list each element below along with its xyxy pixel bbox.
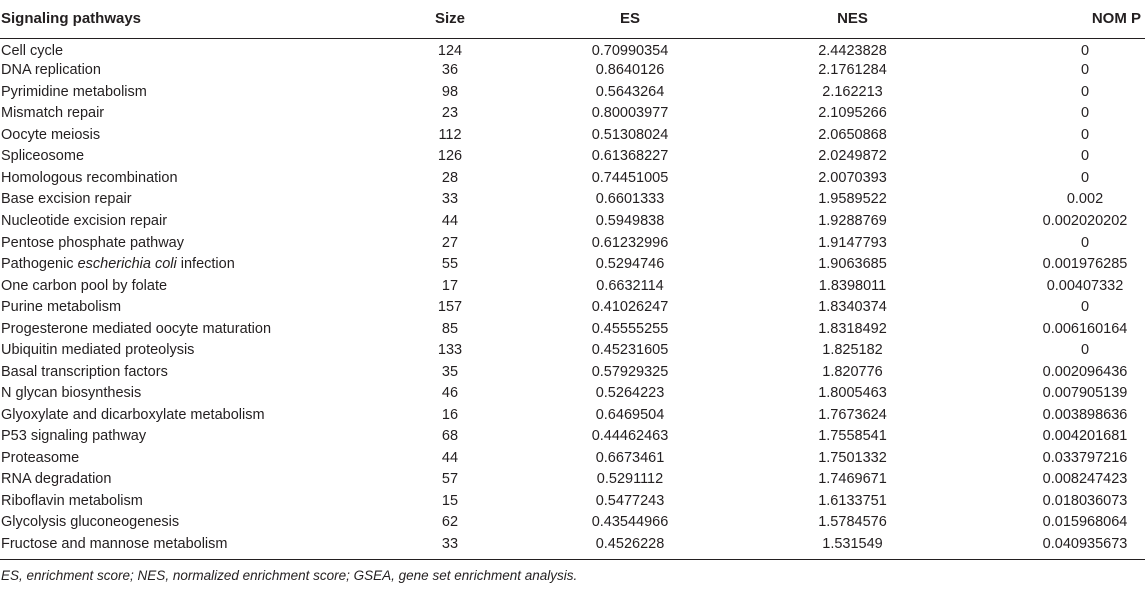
cell-size: 98 xyxy=(441,83,459,100)
cell-size: 126 xyxy=(437,148,463,165)
table-row xyxy=(0,469,1145,491)
cell-nom-p: 0.015968064 xyxy=(1042,514,1128,531)
cell-nes: 1.7673624 xyxy=(818,406,887,423)
cell-nes: 1.7558541 xyxy=(818,428,887,445)
cell-nom-p: 0 xyxy=(1080,299,1090,316)
cell-nes: 1.8318492 xyxy=(818,320,887,337)
cell-es: 0.43544966 xyxy=(591,514,669,531)
cell-size: 33 xyxy=(441,535,459,552)
cell-es: 0.5477243 xyxy=(595,492,665,509)
table-row xyxy=(0,38,1145,60)
cell-nes: 2.0650868 xyxy=(818,126,887,143)
cell-nes: 1.6133751 xyxy=(818,492,887,509)
cell-pathway: Spliceosome xyxy=(1,148,85,165)
cell-pathway-species: escherichia coli xyxy=(77,256,177,273)
table-row xyxy=(0,103,1145,125)
cell-size: 85 xyxy=(441,320,459,337)
cell-nes: 1.7501332 xyxy=(818,449,887,466)
cell-nes: 1.8340374 xyxy=(818,299,887,316)
cell-pathway: Pentose phosphate pathway xyxy=(1,234,184,251)
cell-nes: 2.4423828 xyxy=(818,42,887,59)
cell-size: 17 xyxy=(441,277,459,294)
cell-pathway: P53 signaling pathway xyxy=(1,428,147,445)
cell-nom-p: 0.008247423 xyxy=(1042,471,1128,488)
cell-pathway: Purine metabolism xyxy=(1,299,122,316)
cell-pathway: Nucleotide excision repair xyxy=(1,213,168,230)
cell-es: 0.74451005 xyxy=(591,169,669,186)
table-row xyxy=(0,60,1145,82)
cell-nom-p: 0.033797216 xyxy=(1042,449,1128,466)
table-row xyxy=(0,124,1145,146)
table-bottom-rule xyxy=(0,559,1145,560)
cell-pathway: Ubiquitin mediated proteolysis xyxy=(1,342,195,359)
cell-es: 0.4526228 xyxy=(595,535,665,552)
cell-nom-p: 0.001976285 xyxy=(1042,256,1128,273)
cell-nom-p: 0 xyxy=(1080,342,1090,359)
cell-nom-p: 0.006160164 xyxy=(1042,320,1128,337)
table-row xyxy=(0,318,1145,340)
cell-size: 112 xyxy=(438,126,462,143)
table-header-row xyxy=(0,0,1145,38)
table-row xyxy=(0,275,1145,297)
cell-nes: 1.9147793 xyxy=(818,234,887,251)
table-row xyxy=(0,167,1145,189)
cell-es: 0.45231605 xyxy=(591,342,669,359)
cell-pathway: Glyoxylate and dicarboxylate metabolism xyxy=(1,406,265,423)
table-row xyxy=(0,253,1145,275)
cell-nom-p: 0.007905139 xyxy=(1042,385,1128,402)
cell-size: 57 xyxy=(441,471,459,488)
cell-es: 0.51308024 xyxy=(591,126,669,143)
cell-nom-p: 0.00407332 xyxy=(1046,277,1124,294)
cell-nom-p: 0.018036073 xyxy=(1042,492,1128,509)
cell-size: 44 xyxy=(441,213,459,230)
table-row xyxy=(0,81,1145,103)
cell-pathway: Pyrimidine metabolism xyxy=(1,83,147,100)
cell-es: 0.6601333 xyxy=(595,191,665,208)
cell-nom-p: 0.040935673 xyxy=(1042,535,1128,552)
cell-nom-p: 0 xyxy=(1080,126,1090,143)
table-row xyxy=(0,361,1145,383)
cell-es: 0.5264223 xyxy=(595,385,665,402)
cell-pathway-prefix: Pathogenic xyxy=(1,256,78,273)
table-row xyxy=(0,404,1145,426)
header-size: Size xyxy=(370,0,530,38)
header-nes: NES xyxy=(730,0,975,38)
cell-size: 28 xyxy=(441,169,459,186)
cell-es: 0.61368227 xyxy=(591,148,669,165)
cell-es: 0.61232996 xyxy=(591,234,669,251)
header-signaling-pathways: Signaling pathways xyxy=(0,0,370,38)
cell-nes: 1.9589522 xyxy=(818,191,887,208)
cell-nes: 1.820776 xyxy=(822,363,883,380)
cell-pathway xyxy=(0,253,370,275)
cell-pathway: Mismatch repair xyxy=(1,105,105,122)
cell-nes: 1.8005463 xyxy=(818,385,887,402)
cell-nom-p: 0 xyxy=(1080,62,1090,79)
cell-size: 36 xyxy=(441,62,459,79)
cell-size: 27 xyxy=(441,234,459,251)
cell-nom-p: 0 xyxy=(1080,234,1090,251)
cell-nom-p: 0 xyxy=(1080,83,1090,100)
cell-pathway: Cell cycle xyxy=(1,42,64,59)
cell-es: 0.5949838 xyxy=(595,213,665,230)
cell-size: 33 xyxy=(441,191,459,208)
cell-nes: 2.1761284 xyxy=(818,62,887,79)
table-row xyxy=(0,189,1145,211)
cell-nom-p: 0 xyxy=(1080,169,1090,186)
cell-size: 46 xyxy=(441,385,459,402)
cell-nom-p: 0.003898636 xyxy=(1042,406,1128,423)
cell-pathway: N glycan biosynthesis xyxy=(1,385,142,402)
table-row xyxy=(0,232,1145,254)
cell-nom-p: 0.002020202 xyxy=(1042,213,1128,230)
table-row xyxy=(0,146,1145,168)
cell-es: 0.5291112 xyxy=(596,471,664,488)
table-row xyxy=(0,339,1145,361)
cell-es: 0.5643264 xyxy=(595,83,665,100)
cell-es: 0.5294746 xyxy=(595,256,665,273)
cell-pathway: Basal transcription factors xyxy=(1,363,168,380)
cell-pathway: Proteasome xyxy=(1,449,80,466)
cell-nes: 2.0249872 xyxy=(818,148,887,165)
table-row xyxy=(0,210,1145,232)
cell-nes: 1.8398011 xyxy=(818,277,887,294)
cell-size: 15 xyxy=(441,492,459,509)
cell-pathway-suffix: infection xyxy=(176,256,235,273)
table-row xyxy=(0,383,1145,405)
cell-size: 124 xyxy=(437,42,463,59)
cell-size: 23 xyxy=(441,105,459,122)
cell-nes: 1.9288769 xyxy=(818,213,887,230)
table-row xyxy=(0,447,1145,469)
cell-nom-p: 0.002096436 xyxy=(1042,363,1128,380)
cell-es: 0.8640126 xyxy=(595,62,665,79)
cell-size: 68 xyxy=(441,428,459,445)
cell-nes: 1.5784576 xyxy=(818,514,887,531)
header-nom-p: NOM P xyxy=(975,0,1145,38)
cell-pathway: DNA replication xyxy=(1,62,101,79)
cell-pathway: Glycolysis gluconeogenesis xyxy=(1,514,180,531)
cell-nes: 2.162213 xyxy=(822,83,883,100)
cell-nom-p: 0 xyxy=(1080,42,1090,59)
cell-es: 0.6469504 xyxy=(595,406,665,423)
table-footnote: ES, enrichment score; NES, normalized enrichment score; GSEA, gene set enrichment analysis. xyxy=(1,567,578,583)
cell-nes: 2.0070393 xyxy=(818,169,887,186)
cell-pathway: Oocyte meiosis xyxy=(1,126,101,143)
cell-es: 0.57929325 xyxy=(591,363,669,380)
cell-size: 55 xyxy=(441,256,459,273)
cell-nes: 1.825182 xyxy=(822,342,883,359)
cell-pathway: Homologous recombination xyxy=(1,169,178,186)
cell-nom-p: 0 xyxy=(1080,148,1090,165)
cell-pathway: Riboflavin metabolism xyxy=(1,492,143,509)
cell-es: 0.44462463 xyxy=(591,428,669,445)
cell-pathway: One carbon pool by folate xyxy=(1,277,168,294)
table-row xyxy=(0,490,1145,512)
cell-pathway: Base excision repair xyxy=(1,191,132,208)
table-row xyxy=(0,533,1145,555)
cell-pathway: Fructose and mannose metabolism xyxy=(1,535,228,552)
cell-es: 0.41026247 xyxy=(591,299,669,316)
cell-size: 44 xyxy=(441,449,459,466)
cell-es: 0.45555255 xyxy=(591,320,669,337)
header-es: ES xyxy=(530,0,730,38)
cell-nes: 1.531549 xyxy=(822,535,883,552)
cell-nes: 2.1095266 xyxy=(818,105,887,122)
cell-es: 0.6632114 xyxy=(596,277,664,294)
table-row xyxy=(0,512,1145,534)
cell-size: 16 xyxy=(441,406,459,423)
cell-nes: 1.9063685 xyxy=(818,256,887,273)
cell-size: 35 xyxy=(441,363,459,380)
cell-nom-p: 0.002 xyxy=(1066,191,1104,208)
cell-pathway: Progesterone mediated oocyte maturation xyxy=(1,320,272,337)
table-row xyxy=(0,426,1145,448)
cell-size: 157 xyxy=(437,299,463,316)
cell-size: 133 xyxy=(437,342,463,359)
cell-es: 0.6673461 xyxy=(595,449,665,466)
cell-nes: 1.7469671 xyxy=(818,471,887,488)
cell-nom-p: 0.004201681 xyxy=(1042,428,1128,445)
cell-es: 0.80003977 xyxy=(591,105,669,122)
cell-es: 0.70990354 xyxy=(591,42,669,59)
table-row xyxy=(0,296,1145,318)
cell-pathway: RNA degradation xyxy=(1,471,112,488)
cell-size: 62 xyxy=(441,514,459,531)
cell-nom-p: 0 xyxy=(1080,105,1090,122)
